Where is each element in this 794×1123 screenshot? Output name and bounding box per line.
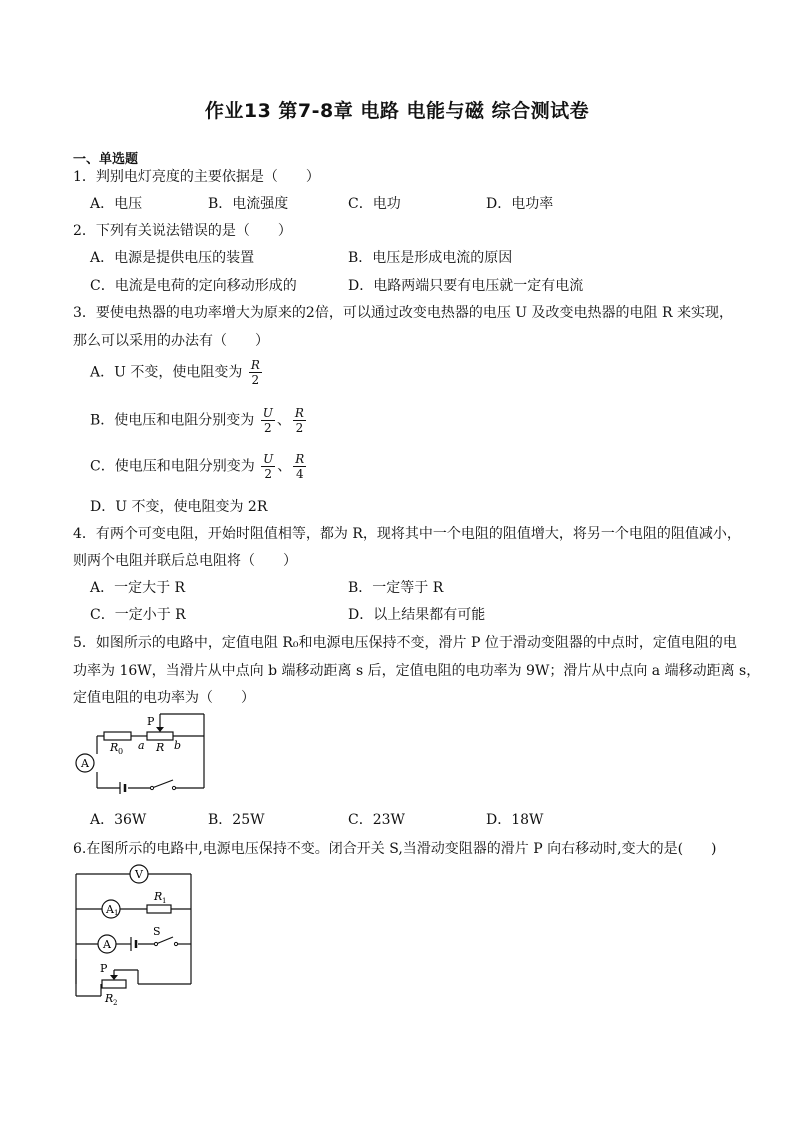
section-heading: 一、单选题	[73, 152, 139, 167]
r2-label: R	[105, 992, 114, 1005]
b-end-label: b	[174, 739, 182, 752]
question-2-stem: 2．下列有关说法错误的是（ ）	[73, 223, 292, 239]
slider-arrow	[156, 727, 164, 732]
q4-option-d[interactable]: D．以上结果都有可能	[348, 607, 486, 623]
page-title: 作业13 第7-8章 电路 电能与磁 综合测试卷	[204, 100, 590, 122]
rheostat-r2	[102, 980, 126, 988]
question-5-stem-line1: 5．如图所示的电路中，定值电阻 R₀和电源电压保持不变，滑片 P 位于滑动变阻器的中点时，定值电阻的电	[73, 635, 737, 651]
q4-option-a[interactable]: A．一定大于 R	[90, 580, 186, 596]
r-label: R	[156, 741, 165, 754]
question-5-stem-line2: 功率为 16W，当滑片从中点向 b 端移动距离 s 后，定值电阻的电功率为 9W；滑片从中点向 a 端移动距离 s，	[73, 663, 761, 679]
r1-label: R	[154, 890, 163, 903]
ammeter-a1-subscript: 1	[114, 909, 119, 917]
ammeter-a-label: A	[103, 938, 111, 951]
a-end-label: a	[138, 739, 145, 752]
question-3-stem-line1: 3．要使电热器的电功率增大为原来的2倍，可以通过改变电热器的电压 U 及改变电热器的电阻 R 来实现，	[73, 305, 733, 321]
question-3-stem-line2: 那么可以采用的办法有（ ）	[73, 333, 269, 349]
q6-circuit-diagram	[68, 862, 198, 1010]
q1-option-d[interactable]: D．电功率	[486, 196, 554, 212]
q5-option-d[interactable]: D．18W	[486, 812, 544, 828]
separator: 、	[277, 458, 292, 475]
q4-option-c[interactable]: C．一定小于 R	[90, 607, 186, 623]
slider-p-label: P	[100, 962, 108, 975]
switch-contact	[172, 786, 175, 789]
r1-subscript: 1	[162, 897, 167, 905]
ammeter-label: A	[81, 757, 89, 770]
fraction: $\frac{R}{2}$	[250, 358, 260, 387]
q5-option-a[interactable]: A．36W	[90, 812, 147, 828]
q3-option-c-text: C．使电压和电阻分别变为	[90, 458, 255, 475]
q3-option-b-text: B．使电压和电阻分别变为	[90, 412, 255, 429]
q3-option-d[interactable]: D．U 不变，使电阻变为 2R	[90, 499, 268, 515]
question-4-stem-line1: 4．有两个可变电阻，开始时阻值相等，都为 R，现将其中一个电阻的阻值增大，将另一个电阻的阻值减小，	[73, 526, 741, 542]
resistor-r1	[147, 905, 171, 913]
slider-p-label: P	[147, 715, 155, 728]
q1-option-c[interactable]: C．电功	[348, 196, 401, 212]
separator: 、	[276, 412, 291, 429]
q5-option-c[interactable]: C．23W	[348, 812, 405, 828]
q4-option-b[interactable]: B．一定等于 R	[348, 580, 444, 596]
q2-option-c[interactable]: C．电流是电荷的定向移动形成的	[90, 278, 297, 294]
q2-option-a[interactable]: A．电源是提供电压的装置	[90, 250, 255, 266]
r0-subscript: 0	[118, 747, 124, 756]
switch-contact	[154, 942, 157, 945]
switch-contact	[174, 942, 177, 945]
question-6-stem: 6.在图所示的电路中,电源电压保持不变。闭合开关 S,当滑动变阻器的滑片 P 向右移动时,变大的是( )	[73, 841, 717, 857]
slider-arrow	[110, 975, 118, 980]
q2-option-b[interactable]: B．电压是形成电流的原因	[348, 250, 513, 266]
fraction: $\frac{R}{4}$	[295, 452, 305, 481]
fraction: $\frac{R}{2}$	[294, 406, 304, 435]
r2-subscript: 2	[113, 999, 118, 1007]
fraction: $\frac{U}{2}$	[262, 406, 273, 435]
q2-option-d[interactable]: D．电路两端只要有电压就一定有电流	[348, 278, 584, 294]
question-5-stem-line3: 定值电阻的电功率为（ ）	[73, 690, 255, 706]
q1-option-a[interactable]: A．电压	[90, 196, 143, 212]
r0-label: R	[110, 741, 119, 754]
q3-option-c[interactable]	[90, 452, 308, 481]
resistor-r0	[104, 732, 131, 740]
question-1-stem: 1．判别电灯亮度的主要依据是（ ）	[73, 169, 320, 185]
q5-option-b[interactable]: B．25W	[208, 812, 265, 828]
switch-contact	[150, 786, 153, 789]
fraction: $\frac{U}{2}$	[263, 452, 274, 481]
q5-circuit-diagram	[70, 710, 220, 802]
voltmeter-label: V	[135, 868, 143, 881]
rheostat-r	[147, 732, 173, 740]
ammeter-a1-label: A	[106, 903, 114, 916]
q1-option-b[interactable]: B．电流强度	[208, 196, 289, 212]
question-4-stem-line2: 则两个电阻并联后总电阻将（ ）	[73, 553, 297, 569]
q3-option-b[interactable]	[90, 406, 308, 435]
q3-option-a-text: A．U 不变，使电阻变为	[90, 364, 243, 381]
q3-option-a[interactable]	[90, 358, 264, 387]
switch-s-label: S	[153, 925, 161, 938]
